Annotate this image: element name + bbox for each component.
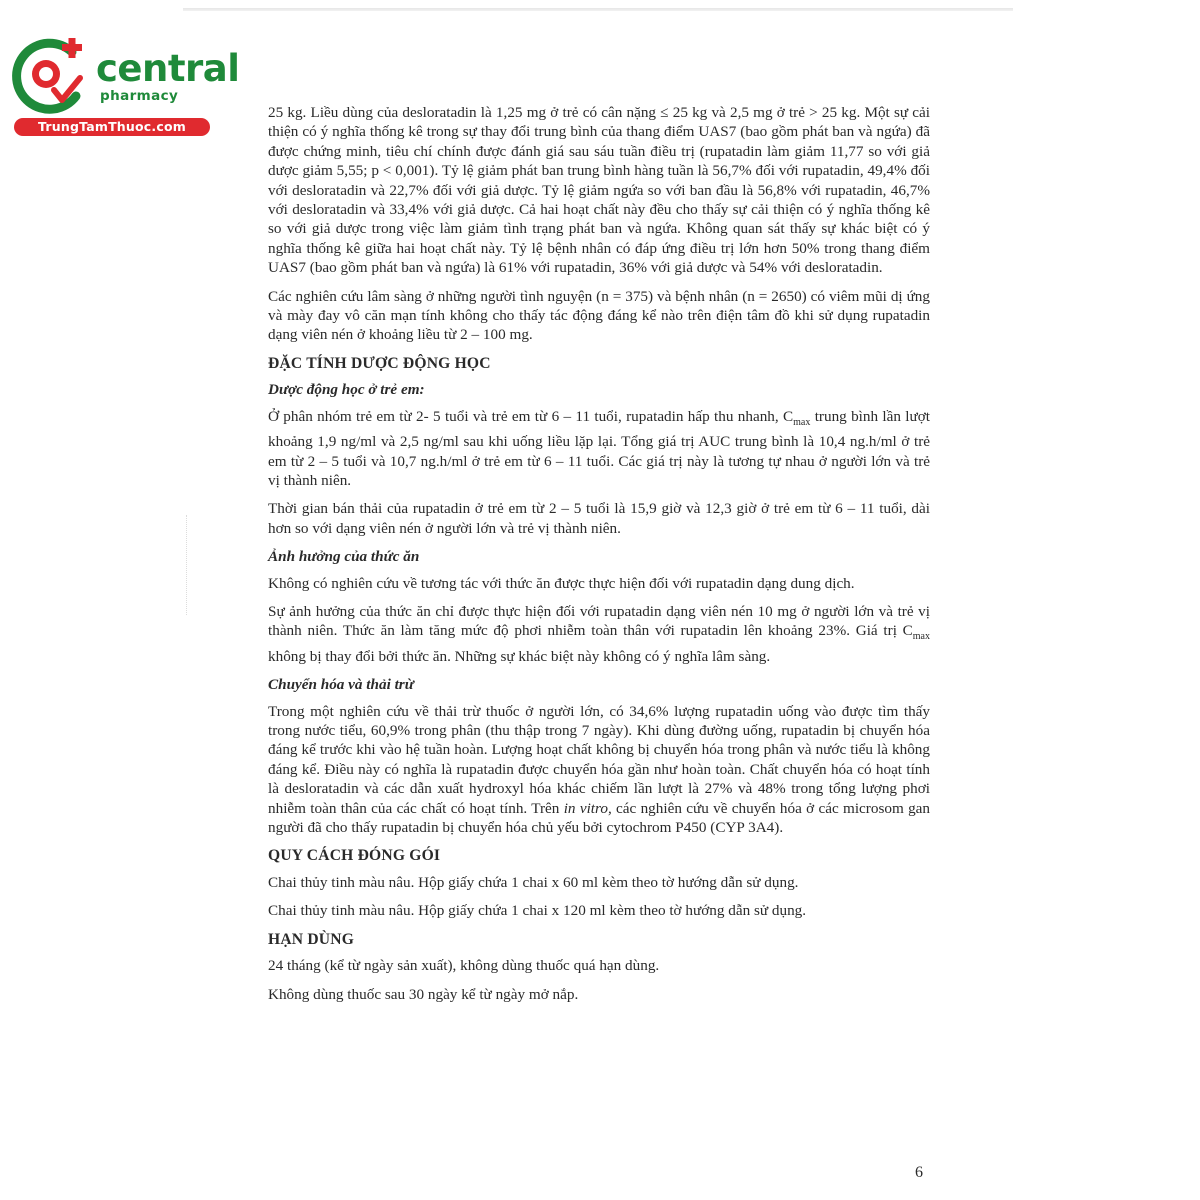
paragraph-pack-120ml: Chai thủy tinh màu nâu. Hộp giấy chứa 1 chai x 120 ml kèm theo tờ hướng dẫn sử dụng.: [268, 902, 807, 920]
page-number: 6: [915, 1164, 923, 1181]
paragraph-half-life: Thời gian bán thải của rupatadin ở trẻ em từ 2 – 5 tuổi là 15,9 giờ và 12,3 giờ ở trẻ em từ 6 – 11 tuổi, dài hơn so với dạng viên nén ở người lớn và trẻ vị thành niên.: [268, 500, 930, 537]
heading-expiry: HẠN DÙNG: [268, 930, 355, 948]
top-scan-border: [183, 8, 1013, 11]
subheading-metabolism: Chuyển hóa và thải trừ: [268, 676, 414, 694]
logo-brand-text: central: [96, 47, 240, 90]
paragraph-pk-children: Ở phân nhóm trẻ em từ 2- 5 tuổi và trẻ em từ 6 – 11 tuổi, rupatadin hấp thu nhanh, $C_{max}$ trung bình lần lượt khoảng 1,9 ng/ml và 2,5 ng/ml sau khi uống liều lặp lại. Tổng giá trị AUC trung bình là 10,4 ng.h/ml ở trẻ em từ 2 – 5 tuổi và 10,7 ng.h/ml ở trẻ em từ 6 – 11 tuổi. Các giá trị này là tương tự nhau ở người lớn và trẻ vị thành niên.: [268, 407, 930, 489]
logo-url-badge[interactable]: TrungTamThuoc.com: [14, 118, 210, 136]
central-pharmacy-emblem-icon: [10, 38, 100, 118]
heading-packaging: QUY CÁCH ĐÓNG GÓI: [268, 847, 441, 865]
scan-artifact: [186, 515, 193, 615]
heading-pharmacokinetics: ĐẶC TÍNH DƯỢC ĐỘNG HỌC: [268, 354, 491, 372]
paragraph-uas7-results: 25 kg. Liều dùng của desloratadin là 1,25 mg ở trẻ có cân nặng ≤ 25 kg và 2,5 mg ở trẻ > 25 kg. Một sự cải thiện có ý nghĩa thống kê trong sự thay đổi trung bình của thang điểm UAS7 (bao gồm phát ban và ngứa) đã được chứng minh, tiêu chí chính được đánh giá sau sáu tuần điều trị (rupatadin làm giảm 11,77 so với giả dược giảm 5,55; p < 0,001). Tỷ lệ giảm phát ban trung bình hàng tuần là 56,7% đối với rupatadin, 49,4% đối với desloratadin và 22,7% đối với giả dược. Tỷ lệ giảm ngứa so với ban đầu là 56,8% với rupatadin, 46,7% với desloratadin và 33,4% với giả dược. Cả hai hoạt chất này đều cho thấy sự cải thiện có ý nghĩa thống kê so với giả dược trong việc làm giảm tình trạng phát ban và ngứa. Không quan sát thấy sự khác biệt có ý nghĩa thống kê giữa hai hoạt chất này. Tỷ lệ bệnh nhân có đáp ứng điều trị lớn hơn 50% trong thang điểm UAS7 (bao gồm phát ban và ngứa) là 61% với rupatadin, 36% với giả dược và 54% với desloratadin.: [268, 104, 930, 277]
logo-sub-text: pharmacy: [100, 88, 179, 104]
paragraph-expiry-after-opening: Không dùng thuốc sau 30 ngày kể từ ngày mở nắp.: [268, 985, 579, 1003]
paragraph-ecg-studies: Các nghiên cứu lâm sàng ở những người tình nguyện (n = 375) và bệnh nhân (n = 2650) có viêm mũi dị ứng và mày đay vô căn mạn tính không cho thấy tác động đáng kể nào trên điện tâm đồ khi sử dụng rupatadin dạng viên nén ở khoảng liều từ 2 – 100 mg.: [268, 287, 930, 344]
central-pharmacy-logo[interactable]: [10, 38, 240, 138]
paragraph-food-solution: Không có nghiên cứu về tương tác với thức ăn được thực hiện đối với rupatadin dạng dung dịch.: [268, 574, 855, 592]
paragraph-metabolism: Trong một nghiên cứu về thải trừ thuốc ở người lớn, có 34,6% lượng rupatadin uống vào được tìm thấy trong nước tiểu, 60,9% trong phân (thu thập trong 7 ngày). Khi dùng đường uống, rupatadin bị chuyển hóa đáng kể trước khi vào hệ tuần hoàn. Lượng hoạt chất không bị chuyển hóa trong phân và nước tiểu là không đáng kể. Điều này có nghĩa là rupatadin được chuyển hóa gần như hoàn toàn. Chất chuyển hóa có hoạt tính là desloratadin và các dẫn xuất hydroxyl hóa khác chiếm lần lượt là 27% và 48% trong tổng lượng phơi nhiễm toàn thân của các chất có hoạt tính. Trên in vitro, các nghiên cứu về chuyển hóa ở các microsom gan người đã cho thấy rupatadin bị chuyển hóa chủ yếu bởi cytochrom P450 (CYP 3A4).: [268, 702, 931, 837]
paragraph-food-tablet: Sự ảnh hưởng của thức ăn chỉ được thực hiện đối với rupatadin dạng viên nén 10 mg ở người lớn và trẻ vị thành niên. Thức ăn làm tăng mức độ phơi nhiễm toàn thân với rupatadin lên khoảng 23%. Giá trị $C_{max}$ không bị thay đổi bởi thức ăn. Những sự khác biệt này không có ý nghĩa lâm sàng.: [268, 602, 930, 665]
paragraph-pack-60ml: Chai thủy tinh màu nâu. Hộp giấy chứa 1 chai x 60 ml kèm theo tờ hướng dẫn sử dụng.: [268, 873, 799, 891]
document-body: [268, 103, 930, 1013]
subheading-pk-children: Dược động học ở trẻ em:: [268, 381, 425, 399]
paragraph-expiry-24-months: 24 tháng (kể từ ngày sản xuất), không dùng thuốc quá hạn dùng.: [268, 957, 660, 975]
subheading-food-effect: Ảnh hưởng của thức ăn: [268, 548, 420, 566]
